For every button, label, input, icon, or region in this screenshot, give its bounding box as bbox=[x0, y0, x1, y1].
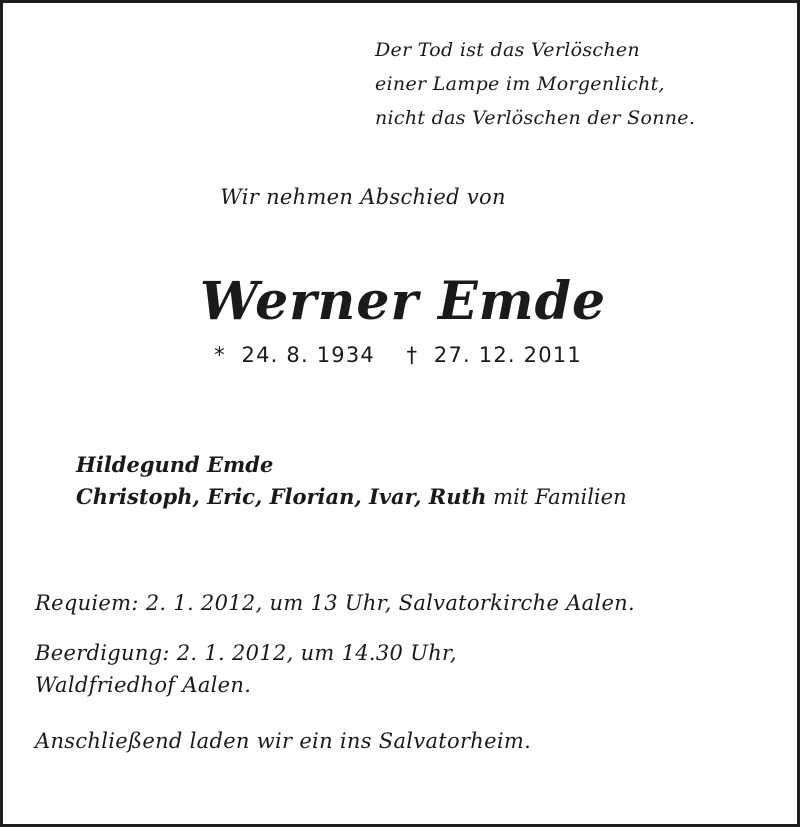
mourners-list bbox=[76, 449, 627, 513]
quote-line: Der Tod ist das Verlöschen bbox=[375, 39, 640, 61]
life-dates: * 24. 8. 1934 † 27. 12. 2011 bbox=[214, 343, 582, 367]
memorial-quote bbox=[375, 33, 695, 135]
burial-location: Waldfriedhof Aalen. bbox=[35, 673, 252, 697]
mourner-spouse: Hildegund Emde bbox=[76, 452, 274, 477]
families-suffix: mit Familien bbox=[486, 485, 627, 509]
reception-info: Anschließend laden wir ein ins Salvatorheim. bbox=[35, 729, 532, 753]
requiem-info: Requiem: 2. 1. 2012, um 13 Uhr, Salvatorkirche Aalen. bbox=[35, 591, 635, 615]
farewell-intro: Wir nehmen Abschied von bbox=[220, 185, 506, 209]
quote-line: einer Lampe im Morgenlicht, bbox=[375, 73, 665, 95]
quote-line: nicht das Verlöschen der Sonne. bbox=[375, 107, 696, 129]
mourner-children bbox=[76, 481, 627, 513]
deceased-name: Werner Emde bbox=[199, 271, 607, 332]
children-names: Christoph, Eric, Florian, Ivar, Ruth bbox=[76, 484, 487, 509]
burial-info bbox=[35, 637, 457, 701]
burial-line: Beerdigung: 2. 1. 2012, um 14.30 Uhr, bbox=[35, 641, 458, 665]
